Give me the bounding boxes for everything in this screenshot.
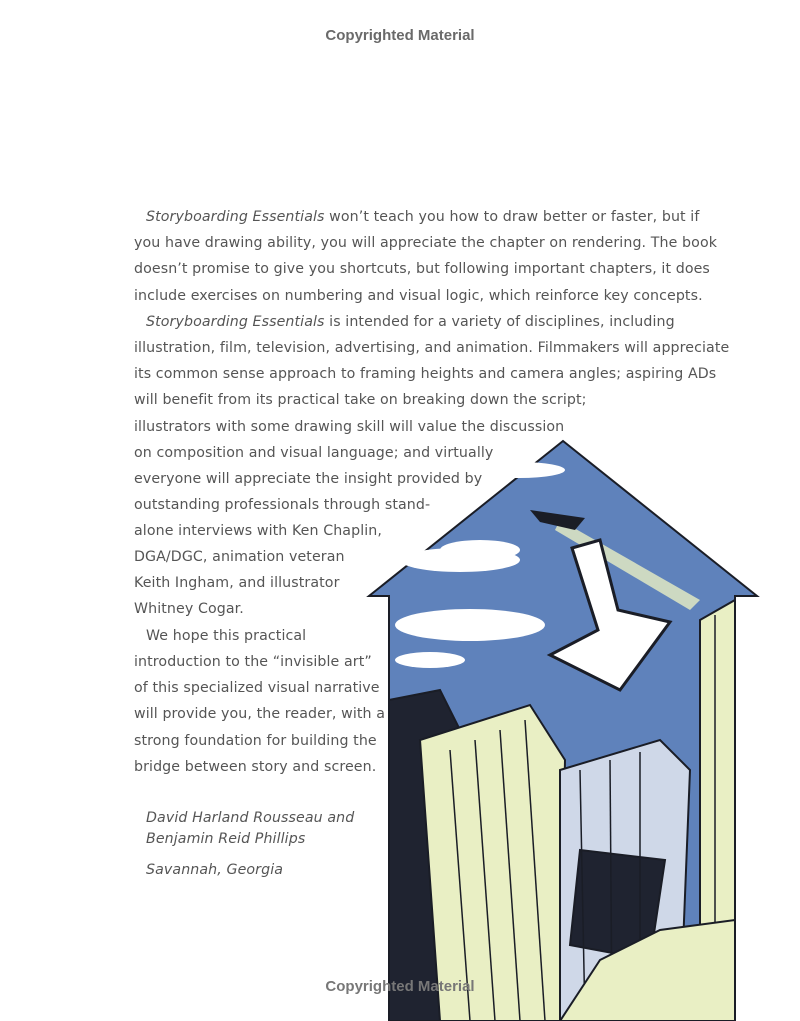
body-line: its common sense approach to framing heights and camera angles; aspiring ADs (134, 366, 717, 382)
body-line: illustrators with some drawing skill will value the discussion (134, 419, 565, 435)
copyright-watermark-bottom: Copyrighted Material (325, 978, 475, 995)
body-line: of this specialized visual narrative (134, 680, 380, 696)
body-line: you have drawing ability, you will appreciate the chapter on rendering. The book (134, 235, 718, 251)
body-line: Whitney Cogar. (134, 601, 244, 617)
body-line: alone interviews with Ken Chaplin, (134, 523, 382, 539)
authors-line: Benjamin Reid Phillips (146, 831, 306, 847)
text: won’t teach you how to draw better or faster, but if (324, 209, 700, 225)
body-line: everyone will appreciate the insight provided by (134, 471, 483, 487)
body-line: Keith Ingham, and illustrator (134, 575, 340, 591)
body-line: DGA/DGC, animation veteran (134, 549, 345, 565)
text: is intended for a variety of disciplines, including (324, 314, 675, 330)
location: Savannah, Georgia (146, 862, 284, 878)
body-line: on composition and visual language; and virtually (134, 445, 494, 461)
body-line: introduction to the “invisible art” (134, 654, 372, 670)
book-title: Storyboarding Essentials (146, 209, 325, 225)
body-line: We hope this practical (146, 628, 307, 644)
copyright-watermark-top: Copyrighted Material (325, 27, 475, 44)
body-line: outstanding professionals through stand- (134, 497, 431, 513)
authors-line: David Harland Rousseau and (146, 810, 355, 826)
body-line: will provide you, the reader, with a (134, 706, 386, 722)
body-line: bridge between story and screen. (134, 759, 377, 775)
body-line: illustration, film, television, advertising, and animation. Filmmakers will appreciate (134, 340, 730, 356)
body-line: strong foundation for building the (134, 733, 377, 749)
body-line: will benefit from its practical take on breaking down the script; (134, 392, 587, 408)
book-title: Storyboarding Essentials (146, 314, 325, 330)
body-line: doesn’t promise to give you shortcuts, but following important chapters, it does (134, 261, 710, 277)
body-line: include exercises on numbering and visual logic, which reinforce key concepts. (134, 288, 703, 304)
